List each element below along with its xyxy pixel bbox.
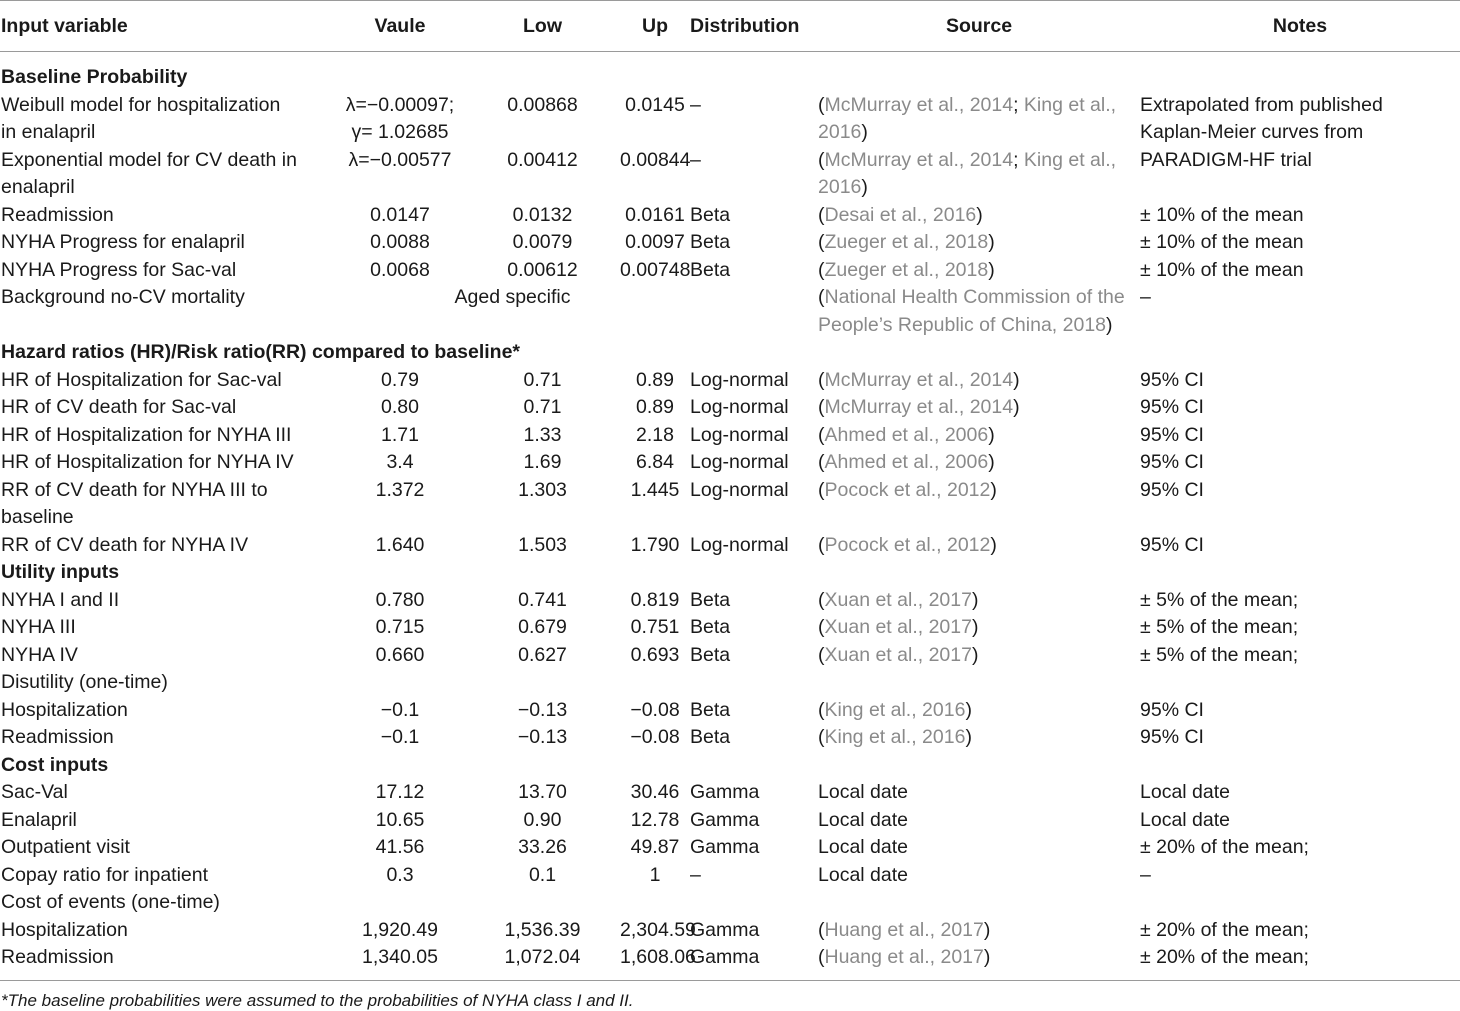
cell-source [818, 229, 1140, 257]
cell-notes: ± 5% of the mean; [1140, 588, 1299, 611]
cell-low: 0.741 [518, 588, 567, 611]
column-header-up: Up [620, 1, 690, 52]
cell-low: 0.679 [518, 616, 567, 638]
cell-notes: – [1140, 863, 1151, 886]
citation-reference: Zueger et al., 2018 [824, 258, 989, 281]
table-row [0, 862, 1460, 890]
cell-input-variable: NYHA III [1, 616, 76, 638]
cell-source [818, 807, 1140, 835]
cell-source [818, 284, 1140, 339]
citation-punctuation: ( [818, 203, 825, 226]
citation-reference: Zueger et al., 2018 [824, 231, 989, 253]
table-row [0, 807, 1460, 835]
table-row [0, 944, 1460, 980]
cell-source [818, 202, 1140, 230]
cell-low: 1,536.39 [504, 918, 581, 941]
cell-up: 0.00844 [620, 148, 691, 171]
cell-distribution: Beta [690, 616, 731, 638]
cell-notes: – [1140, 286, 1151, 308]
citation-punctuation: ) [983, 946, 991, 968]
cell-notes: 95% CI [1140, 451, 1204, 473]
cell-notes: 95% CI [1140, 423, 1204, 446]
cell-low: 1.33 [523, 423, 562, 446]
table-row [0, 449, 1460, 477]
cell-value: λ=−0.00097; γ= 1.02685 [345, 93, 455, 143]
cell-low: 1.303 [518, 478, 567, 501]
citation-punctuation: ) [861, 176, 868, 198]
citation-punctuation: ( [818, 148, 825, 171]
cell-value [335, 889, 465, 917]
citation-punctuation: ( [818, 286, 825, 308]
cell-distribution [690, 669, 818, 697]
cell-distribution [690, 284, 818, 339]
citation-reference: Xuan et al., 2017 [824, 588, 972, 611]
citation-punctuation: Local date [818, 808, 908, 831]
cell-input-variable: NYHA IV [1, 643, 78, 666]
cell-input-variable: Hospitalization [1, 698, 128, 721]
citation-reference: McMurray et al., 2014 [824, 93, 1014, 116]
cell-distribution: Gamma [690, 918, 760, 941]
cell-low: 0.0132 [512, 203, 573, 226]
cell-low: 0.627 [518, 643, 567, 666]
table-footnote: *The baseline probabilities were assumed to the probabilities of NYHA class I and II. [0, 980, 1460, 1011]
column-header-value: Vaule [335, 1, 465, 52]
cell-value: 0.80 [381, 396, 419, 418]
citation-punctuation: ) [988, 451, 995, 473]
cell-up: 6.84 [636, 451, 674, 473]
cell-value: 0.0068 [370, 258, 430, 281]
column-header-source: Source [818, 1, 1140, 52]
citation-reference: Ahmed et al., 2006 [824, 451, 989, 473]
column-header-low: Low [465, 1, 620, 52]
cell-value: 1,340.05 [362, 946, 438, 968]
cell-up: 0.751 [630, 616, 680, 638]
cell-value: −0.1 [380, 698, 420, 721]
cell-distribution: Beta [690, 258, 731, 281]
citation-punctuation: ) [971, 588, 979, 611]
cell-value: 1.71 [381, 423, 419, 446]
citation-punctuation: ( [818, 698, 825, 721]
cell-value [335, 669, 465, 697]
cell-value: λ=−0.00577 [348, 148, 452, 171]
section-title: Cost inputs [1, 753, 109, 776]
citation-punctuation: ( [818, 918, 825, 941]
cell-input-variable: Enalapril [1, 808, 77, 831]
cell-low [465, 669, 620, 697]
citation-punctuation: ) [976, 203, 983, 226]
cell-distribution: Beta [690, 231, 731, 253]
table-row [0, 532, 1460, 560]
cell-source [818, 834, 1140, 862]
citation-punctuation: ( [818, 368, 825, 391]
citation-punctuation: ( [818, 588, 825, 611]
cell-low: −0.13 [517, 726, 568, 748]
citation-punctuation: ) [965, 698, 972, 721]
cell-source [818, 394, 1140, 422]
cell-notes: 95% CI [1140, 726, 1204, 748]
cell-input-variable: NYHA Progress for Sac-val [1, 258, 237, 281]
section-title: Hazard ratios (HR)/Risk ratio(RR) compared to baseline* [1, 341, 521, 363]
cell-input-variable: Copay ratio for inpatient [1, 863, 209, 886]
cell-low: 0.0079 [512, 231, 573, 253]
citation-reference: King et al., 2016 [818, 148, 1117, 198]
citation-punctuation: ; [1013, 93, 1024, 116]
header-row [0, 1, 1460, 52]
cell-low: 0.71 [523, 396, 562, 418]
citation-punctuation: ) [988, 231, 995, 253]
citation-punctuation: ) [971, 616, 979, 638]
cell-up: 2,304.59 [620, 918, 696, 941]
cell-distribution: – [690, 148, 701, 171]
table-row [0, 779, 1460, 807]
table-row [0, 917, 1460, 945]
cell-value: 1,920.49 [362, 918, 438, 941]
table-row [0, 147, 1460, 202]
cell-source [818, 889, 1140, 917]
citation-punctuation: ) [988, 258, 995, 281]
cell-up: 1.790 [630, 533, 680, 556]
cell-source [818, 697, 1140, 725]
cell-value: 0.0147 [370, 203, 430, 226]
citation-punctuation: ; [1013, 148, 1024, 171]
cell-notes: ± 5% of the mean; [1140, 643, 1299, 666]
cell-value: 0.3 [386, 863, 414, 886]
cell-up: 0.89 [636, 368, 674, 391]
citation-punctuation: ( [818, 451, 825, 473]
cell-source [818, 257, 1140, 285]
cell-value: 0.79 [381, 368, 419, 391]
cell-notes: PARADIGM-HF trial [1140, 148, 1312, 171]
citation-reference: King et al., 2016 [824, 698, 966, 721]
cell-value: 1.372 [375, 478, 425, 501]
cell-distribution: Gamma [690, 808, 760, 831]
cell-input-variable: HR of CV death for Sac-val [1, 396, 237, 418]
citation-punctuation: ) [965, 726, 972, 748]
table-row [0, 229, 1460, 257]
table-header [0, 1, 1460, 52]
citation-reference: Xuan et al., 2017 [824, 616, 972, 638]
section-title: Utility inputs [1, 561, 120, 583]
citation-punctuation: ) [1013, 368, 1020, 391]
citation-punctuation: Local date [818, 836, 908, 858]
table-row [0, 587, 1460, 615]
cell-value: 1.640 [375, 533, 425, 556]
cell-notes: ± 20% of the mean; [1140, 836, 1309, 858]
citation-punctuation: ( [818, 93, 825, 116]
cell-value: 17.12 [375, 781, 425, 803]
cell-source [818, 449, 1140, 477]
cell-low: 1,072.04 [504, 946, 581, 968]
cell-up: 49.87 [630, 836, 680, 858]
cell-input-variable: Readmission [1, 203, 114, 226]
citation-punctuation: ( [818, 616, 825, 638]
cell-source [818, 779, 1140, 807]
cell-input-variable: Cost of events (one-time) [1, 891, 220, 913]
cell-input-variable: Disutility (one-time) [1, 671, 168, 693]
cell-input-variable: HR of Hospitalization for Sac-val [1, 368, 282, 391]
cell-source [818, 724, 1140, 752]
citation-punctuation: ) [988, 423, 995, 446]
cell-input-variable: NYHA I and II [1, 588, 120, 611]
cell-value: −0.1 [380, 726, 420, 748]
cell-input-variable: Background no-CV mortality [1, 286, 245, 308]
table-row [0, 642, 1460, 670]
cell-low: 13.70 [518, 781, 567, 803]
cell-up [620, 669, 690, 697]
cell-input-variable: HR of Hospitalization for NYHA IV [1, 451, 294, 473]
cell-value: 0.0088 [370, 231, 430, 253]
cell-distribution: Beta [690, 643, 731, 666]
cell-input-variable: RR of CV death for NYHA III to baseline [1, 478, 268, 528]
cell-input-variable: Outpatient visit [1, 836, 130, 858]
cell-value: 10.65 [375, 808, 425, 831]
citation-reference: Desai et al., 2016 [824, 203, 977, 226]
table-row [0, 614, 1460, 642]
cell-notes: ± 20% of the mean; [1140, 918, 1309, 941]
cell-low: 0.1 [528, 863, 557, 886]
cell-value: 41.56 [375, 836, 425, 858]
cell-up: 2.18 [636, 423, 674, 446]
cell-source [818, 917, 1140, 945]
cell-distribution: Beta [690, 203, 731, 226]
citation-punctuation: ( [818, 946, 825, 968]
cell-distribution: Beta [690, 698, 731, 721]
table-row [0, 284, 1460, 339]
citation-punctuation: ) [861, 121, 868, 143]
table-row [0, 202, 1460, 230]
citation-punctuation: ( [818, 478, 825, 501]
cell-value-range-span: Aged specific [454, 286, 571, 308]
cell-source [818, 642, 1140, 670]
cell-low: 1.503 [518, 533, 567, 556]
cell-notes: Local date [1140, 781, 1230, 803]
table-body [0, 52, 1460, 980]
cell-distribution: Gamma [690, 836, 760, 858]
cell-up: 0.819 [630, 588, 680, 611]
table-row [0, 697, 1460, 725]
cell-up: 0.0161 [625, 203, 685, 226]
cell-input-variable: Hospitalization [1, 918, 128, 941]
cell-notes: 95% CI [1140, 698, 1204, 721]
section-header-row [0, 52, 1460, 92]
table-row [0, 477, 1460, 532]
cell-source [818, 367, 1140, 395]
section-title: Baseline Probability [1, 66, 188, 88]
cell-source [818, 92, 1140, 147]
citation-reference: McMurray et al., 2014 [824, 396, 1014, 418]
citation-punctuation: ) [983, 918, 991, 941]
cell-distribution: Gamma [690, 946, 760, 968]
table-row [0, 724, 1460, 752]
cell-notes [1140, 889, 1460, 917]
cell-distribution: Log-normal [690, 533, 789, 556]
cell-up [620, 889, 690, 917]
cell-up: 1.445 [630, 478, 680, 501]
table-row [0, 834, 1460, 862]
cell-up: 0.00748 [620, 258, 691, 281]
cell-distribution: Log-normal [690, 451, 789, 473]
citation-punctuation: ( [818, 258, 825, 281]
column-header-input-variable: Input variable [0, 1, 335, 52]
citation-punctuation: ) [1013, 396, 1020, 418]
cell-up: 0.0097 [625, 231, 685, 253]
citation-punctuation: ( [818, 423, 825, 446]
cell-input-variable: Readmission [1, 946, 114, 968]
cell-source [818, 669, 1140, 697]
cell-notes: ± 20% of the mean; [1140, 946, 1309, 968]
citation-punctuation: ) [990, 478, 997, 501]
cell-source [818, 532, 1140, 560]
cell-low: 0.00612 [507, 258, 578, 281]
cell-notes: 95% CI [1140, 478, 1204, 501]
cell-distribution: Log-normal [690, 478, 789, 501]
cell-notes: 95% CI [1140, 396, 1204, 418]
citation-punctuation: Local date [818, 781, 908, 803]
citation-reference: Pocock et al., 2012 [824, 533, 991, 556]
cell-notes: ± 5% of the mean; [1140, 616, 1299, 638]
cell-input-variable: HR of Hospitalization for NYHA III [1, 423, 292, 446]
citation-reference: Huang et al., 2017 [824, 918, 984, 941]
cell-low [465, 889, 620, 917]
cell-up: 30.46 [630, 781, 680, 803]
citation-punctuation: ) [1106, 313, 1113, 336]
cell-low: 33.26 [518, 836, 567, 858]
cell-up: −0.08 [630, 726, 680, 748]
cell-low: −0.13 [517, 698, 568, 721]
section-header-row [0, 559, 1460, 587]
cell-up: 0.89 [636, 396, 674, 418]
cell-notes: ± 10% of the mean [1140, 231, 1304, 253]
citation-reference: Huang et al., 2017 [824, 946, 984, 968]
table-row [0, 669, 1460, 697]
cell-value: 3.4 [386, 451, 414, 473]
citation-reference: Xuan et al., 2017 [824, 643, 972, 666]
table-row [0, 92, 1460, 147]
cell-source [818, 422, 1140, 450]
cell-notes: ± 10% of the mean [1140, 258, 1304, 281]
cell-input-variable: Exponential model for CV death in enalapril [1, 148, 297, 198]
cell-distribution [690, 889, 818, 917]
citation-punctuation: ( [818, 726, 825, 748]
cell-distribution: Gamma [690, 781, 760, 803]
cell-low: 0.90 [523, 808, 562, 831]
cell-up: 1 [649, 863, 661, 886]
cell-source [818, 614, 1140, 642]
cell-up: 1,608.06 [620, 946, 696, 968]
cell-source [818, 944, 1140, 980]
table-row [0, 422, 1460, 450]
cell-notes: Extrapolated from published Kaplan-Meier curves from [1140, 93, 1383, 143]
cell-low: 0.00868 [507, 93, 578, 116]
cell-distribution: Log-normal [690, 396, 789, 418]
cell-value: 0.780 [375, 588, 425, 611]
cell-source [818, 477, 1140, 532]
cell-distribution: – [690, 93, 701, 116]
cell-distribution: Beta [690, 726, 731, 748]
cell-value: 0.715 [375, 616, 425, 638]
table-row [0, 367, 1460, 395]
citation-reference: Ahmed et al., 2006 [824, 423, 989, 446]
citation-punctuation: ( [818, 231, 825, 253]
cell-up: 0.693 [630, 643, 680, 666]
cell-input-variable: Weibull model for hospitalization in enalapril [1, 93, 281, 143]
citation-punctuation: Local date [818, 863, 908, 886]
cell-up: 12.78 [630, 808, 680, 831]
cell-low: 0.00412 [507, 148, 578, 171]
citation-reference: King et al., 2016 [824, 726, 966, 748]
cell-source [818, 862, 1140, 890]
cell-notes [1140, 669, 1460, 697]
citation-punctuation: ( [818, 533, 825, 556]
citation-reference: McMurray et al., 2014 [824, 148, 1014, 171]
column-header-notes: Notes [1140, 1, 1460, 52]
column-header-distribution: Distribution [690, 1, 818, 52]
cell-input-variable: NYHA Progress for enalapril [1, 231, 245, 253]
cell-up: 0.0145 [625, 93, 685, 116]
cell-input-variable: RR of CV death for NYHA IV [1, 533, 249, 556]
cell-value: 0.660 [375, 643, 425, 666]
section-header-row [0, 752, 1460, 780]
table-row [0, 257, 1460, 285]
cell-source [818, 587, 1140, 615]
citation-reference: McMurray et al., 2014 [824, 368, 1014, 391]
citation-reference: Pocock et al., 2012 [824, 478, 991, 501]
cell-low: 0.71 [523, 368, 562, 391]
citation-punctuation: ) [971, 643, 979, 666]
cell-distribution: – [690, 863, 701, 886]
cell-input-variable: Readmission [1, 726, 114, 748]
citation-punctuation: ) [990, 533, 997, 556]
cell-distribution: Log-normal [690, 368, 789, 391]
citation-reference: National Health Commission of the People’s Republic of China, 2018 [818, 286, 1125, 336]
cell-distribution: Log-normal [690, 423, 789, 446]
cell-low: 1.69 [523, 451, 562, 473]
cell-input-variable: Sac-Val [1, 781, 68, 803]
cell-up: −0.08 [630, 698, 680, 721]
citation-reference: King et al., 2016 [818, 93, 1117, 143]
cell-notes: 95% CI [1140, 368, 1204, 391]
citation-punctuation: ( [818, 396, 825, 418]
cell-notes: ± 10% of the mean [1140, 203, 1304, 226]
table-row [0, 394, 1460, 422]
section-header-row [0, 339, 1460, 367]
citation-punctuation: ( [818, 643, 825, 666]
cell-notes: 95% CI [1140, 533, 1204, 556]
table-row [0, 889, 1460, 917]
cell-notes: Local date [1140, 808, 1230, 831]
cell-source [818, 147, 1140, 202]
cell-distribution: Beta [690, 588, 731, 611]
